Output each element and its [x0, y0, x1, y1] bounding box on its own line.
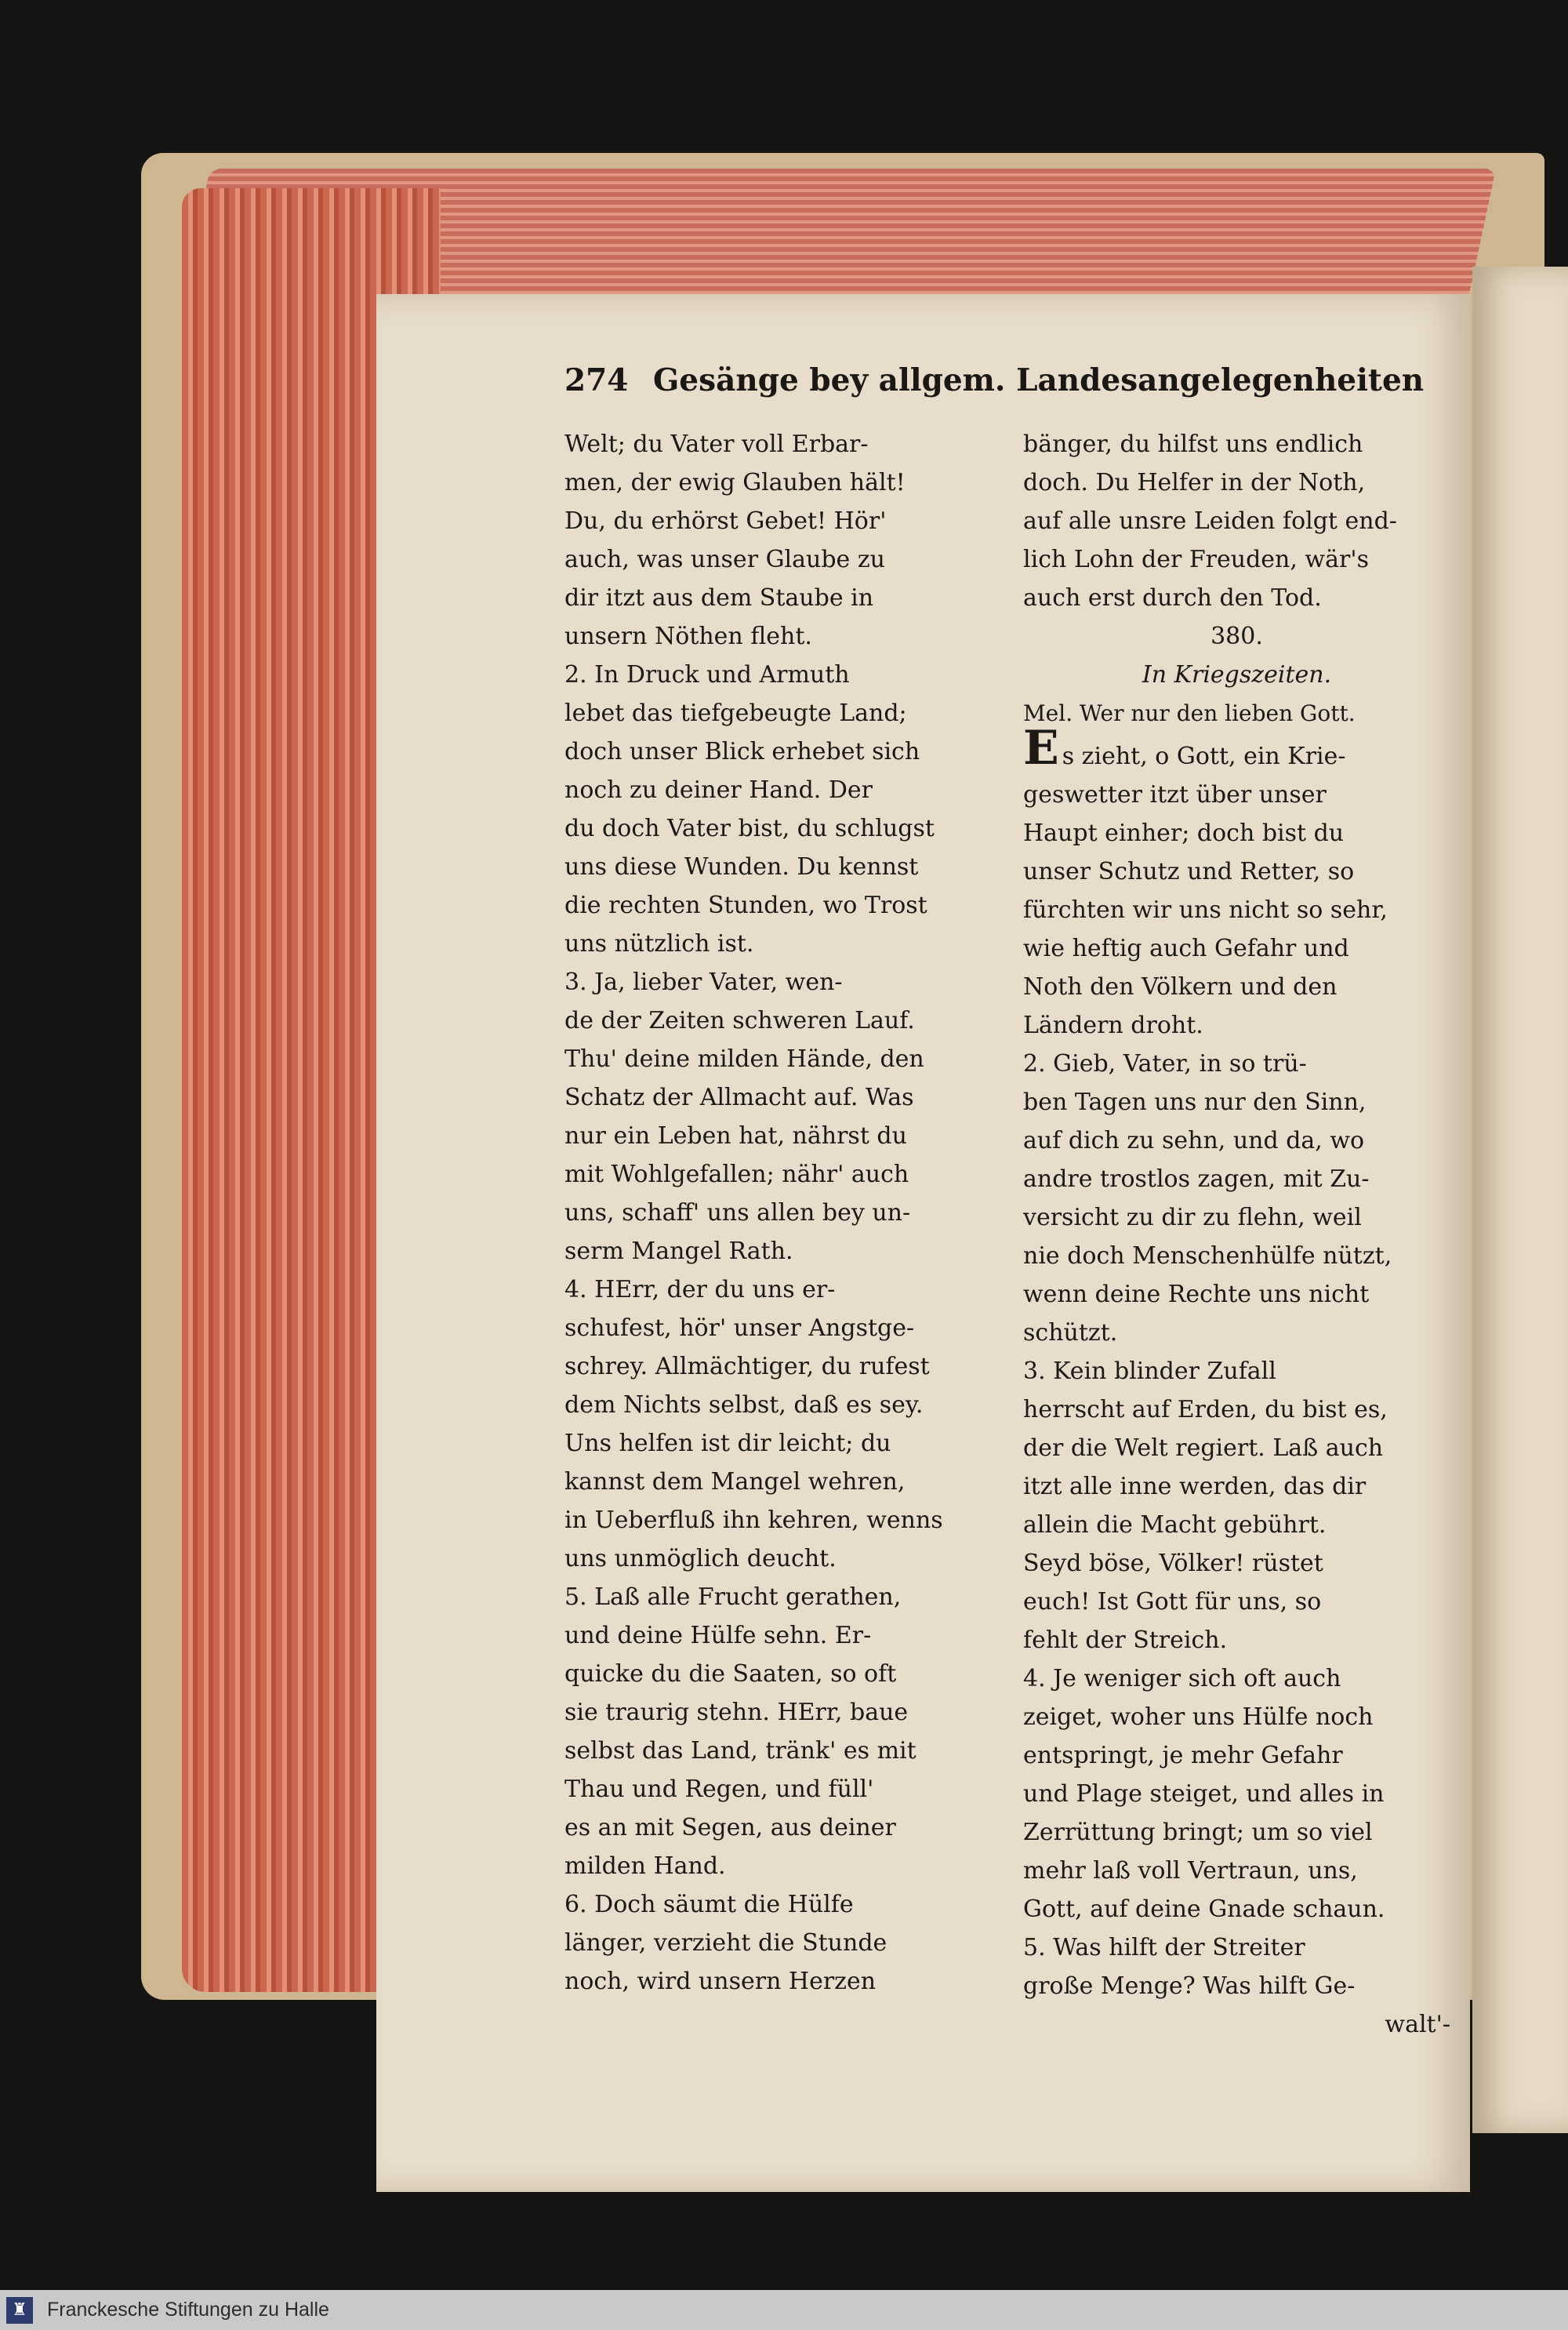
text-line: herrscht auf Erden, du bist es, — [1023, 1396, 1388, 1423]
text-line: in Ueberfluß ihn kehren, wenns — [564, 1507, 943, 1534]
facing-page — [1472, 267, 1568, 2133]
text-line: und deine Hülfe sehn. Er- — [564, 1622, 872, 1649]
text-line: 2. Gieb, Vater, in so trü- — [1023, 1050, 1307, 1078]
running-head-title: Gesänge bey allgem. Landesangelegenheiten — [653, 362, 1425, 398]
text-line: auf dich zu sehn, und da, wo — [1023, 1127, 1365, 1154]
text-line: uns, schaff' uns allen bey un- — [564, 1199, 911, 1227]
text-line: und Plage steiget, und alles in — [1023, 1780, 1385, 1808]
text-line: auch, was unser Glaube zu — [564, 546, 885, 573]
text-line: du doch Vater bist, du schlugst — [564, 815, 935, 842]
text-line: wenn deine Rechte uns nicht — [1023, 1281, 1370, 1308]
text-line-content: s zieht, o Gott, ein Krie- — [1062, 743, 1346, 770]
text-line: nur ein Leben hat, nährst du — [564, 1122, 907, 1150]
foundation-logo-icon: ♜ — [6, 2297, 33, 2324]
text-line: quicke du die Saaten, so oft — [564, 1660, 897, 1688]
text-line: uns diese Wunden. Du kennst — [564, 853, 919, 881]
text-line: Thu' deine milden Hände, den — [564, 1045, 924, 1073]
text-line: uns unmöglich deucht. — [564, 1545, 837, 1572]
text-line: 6. Doch säumt die Hülfe — [564, 1891, 854, 1918]
text-line: 5. Laß alle Frucht gerathen, — [564, 1583, 902, 1611]
text-line — [1023, 721, 1450, 776]
left-column — [564, 425, 988, 2017]
text-line: Schatz der Allmacht auf. Was — [564, 1084, 914, 1111]
text-line: Haupt einher; doch bist du — [1023, 820, 1345, 847]
text-line: Thau und Regen, und füll' — [564, 1776, 874, 1803]
text-columns — [564, 425, 1450, 2038]
text-line: länger, verzieht die Stunde — [564, 1929, 887, 1957]
right-column-continuation — [1023, 425, 1450, 617]
footer-institution: Franckesche Stiftungen zu Halle — [47, 2299, 329, 2321]
text-line: Welt; du Vater voll Erbar- — [564, 431, 869, 458]
text-line: bänger, du hilfst uns endlich — [1023, 431, 1363, 458]
running-head — [564, 353, 1450, 408]
hymn-number: 380. — [1210, 623, 1263, 650]
text-line: zeiget, woher uns Hülfe noch — [1023, 1703, 1374, 1731]
text-line: lich Lohn der Freuden, wär's — [1023, 546, 1369, 573]
text-line: itzt alle inne werden, das dir — [1023, 1473, 1367, 1500]
text-line: noch zu deiner Hand. Der — [564, 776, 873, 804]
text-line: de der Zeiten schweren Lauf. — [564, 1007, 915, 1034]
text-line: ben Tagen uns nur den Sinn, — [1023, 1089, 1367, 1116]
text-line: men, der ewig Glauben hält! — [564, 469, 906, 496]
text-line: lebet das tiefgebeugte Land; — [564, 700, 907, 727]
text-line: Noth den Völkern und den — [1023, 973, 1338, 1001]
melody-line: Mel. Wer nur den lieben Gott. — [1023, 700, 1356, 726]
text-line: auf alle unsre Leiden folgt end- — [1023, 507, 1397, 535]
text-line: geswetter itzt über unser — [1023, 781, 1327, 809]
text-line: fürchten wir uns nicht so sehr, — [1023, 896, 1388, 924]
text-line: kannst dem Mangel wehren, — [564, 1468, 906, 1496]
text-line: schufest, hör' unser Angstge- — [564, 1314, 915, 1342]
text-line: Uns helfen ist dir leicht; du — [564, 1430, 891, 1457]
hymn-380-text — [1023, 721, 1450, 2005]
text-line: noch, wird unsern Herzen — [564, 1968, 877, 1995]
text-line: 5. Was hilft der Streiter — [1023, 1934, 1305, 1961]
text-line: der die Welt regiert. Laß auch — [1023, 1434, 1384, 1462]
catchword: walt'- — [1385, 2011, 1450, 2038]
text-line: schrey. Allmächtiger, du rufest — [564, 1353, 930, 1380]
text-line: sie traurig stehn. HErr, baue — [564, 1699, 909, 1726]
text-line: mehr laß voll Vertraun, uns, — [1023, 1857, 1358, 1885]
text-line: 3. Kein blinder Zufall — [1023, 1358, 1276, 1385]
text-line: nie doch Menschenhülfe nützt, — [1023, 1242, 1392, 1270]
text-line: es an mit Segen, aus deiner — [564, 1814, 896, 1841]
text-line: doch unser Blick erhebet sich — [564, 738, 920, 765]
text-line: selbst das Land, tränk' es mit — [564, 1737, 916, 1765]
text-line: unser Schutz und Retter, so — [1023, 858, 1355, 885]
text-line: 3. Ja, lieber Vater, wen- — [564, 969, 843, 996]
text-line: euch! Ist Gott für uns, so — [1023, 1588, 1322, 1616]
text-line: doch. Du Helfer in der Noth, — [1023, 469, 1366, 496]
text-line: dir itzt aus dem Staube in — [564, 584, 874, 612]
footer-bar — [0, 2290, 1568, 2330]
text-line: Gott, auf deine Gnade schaun. — [1023, 1896, 1385, 1923]
text-line: auch erst durch den Tod. — [1023, 584, 1322, 612]
page-content — [564, 353, 1450, 2078]
text-line: 4. HErr, der du uns er- — [564, 1276, 836, 1303]
hymn-title: In Kriegszeiten. — [1142, 661, 1332, 689]
text-line: Zerrüttung bringt; um so viel — [1023, 1819, 1373, 1846]
text-line: Ländern droht. — [1023, 1012, 1203, 1039]
text-line: allein die Macht gebührt. — [1023, 1511, 1327, 1539]
text-line: 2. In Druck und Armuth — [564, 661, 850, 689]
text-line: dem Nichts selbst, daß es sey. — [564, 1391, 924, 1419]
page-number: 274 — [564, 362, 629, 398]
text-line: versicht zu dir zu flehn, weil — [1023, 1204, 1362, 1231]
text-line: andre trostlos zagen, mit Zu- — [1023, 1165, 1370, 1193]
text-line: wie heftig auch Gefahr und — [1023, 935, 1349, 962]
text-line: mit Wohlgefallen; nähr' auch — [564, 1161, 909, 1188]
text-line: fehlt der Streich. — [1023, 1627, 1228, 1654]
drop-cap: E — [1023, 721, 1059, 776]
text-line: entspringt, je mehr Gefahr — [1023, 1742, 1343, 1769]
text-line: Seyd böse, Völker! rüstet — [1023, 1550, 1323, 1577]
text-line: die rechten Stunden, wo Trost — [564, 892, 927, 919]
text-line: serm Mangel Rath. — [564, 1238, 793, 1265]
text-line: große Menge? Was hilft Ge- — [1023, 1972, 1356, 2000]
text-line: Du, du erhörst Gebet! Hör' — [564, 507, 887, 535]
text-line: 4. Je weniger sich oft auch — [1023, 1665, 1341, 1692]
text-line: milden Hand. — [564, 1852, 726, 1880]
text-line: unsern Nöthen fleht. — [564, 623, 812, 650]
text-line: schützt. — [1023, 1319, 1118, 1347]
text-line: uns nützlich ist. — [564, 930, 754, 958]
right-column — [1023, 425, 1450, 2038]
